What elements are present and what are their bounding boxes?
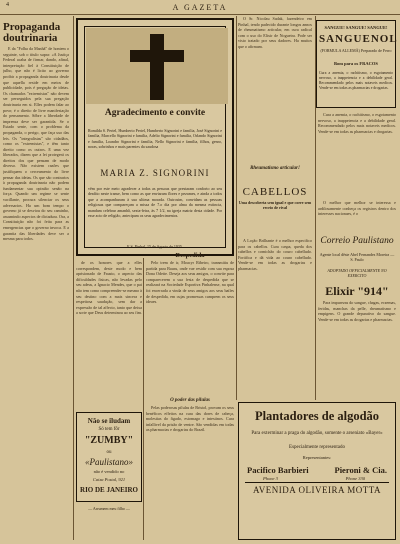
propaganda-article bbox=[3, 46, 69, 536]
zumby-caixa: Caixa Postal, 921 bbox=[92, 477, 126, 482]
column-five-article bbox=[318, 112, 396, 202]
zumby-footer: — Arrumem meu filho — bbox=[88, 506, 130, 511]
obituary-box bbox=[76, 18, 234, 256]
despedida-article bbox=[146, 260, 234, 395]
column-rule bbox=[236, 16, 237, 400]
column-four-article bbox=[238, 16, 312, 166]
obituary-closing: Por esse acto de religião, antecipam os seus agradecimentos. bbox=[88, 207, 222, 219]
plantadores-address: AVENIDA OLIVEIRA MOTTA bbox=[252, 485, 382, 495]
cross-icon bbox=[86, 28, 228, 104]
obituary-signature: E.S. Pinhal, 15 de Agosto de 1935. bbox=[127, 244, 183, 249]
obituary-title: Agradecimento e convite bbox=[104, 108, 206, 118]
plantadores-left-firm: Pacifico Barbieri bbox=[247, 465, 309, 475]
obituary-body-text: vêm por este meio agradecer a todas as pessoas que prestaram conforto ao seu desdito neste transe, bem como as que enviaram flores e pezames, e ainda a todos que a acompanharam à sua ultima morada. Outrosim, convidam as pessoas religiosas que compareçam a missa de 7.o dia por alma da mesma extincta, mandam celebrar amanhã, sexta-feira, às 7 1/2, na igreja matriz desta cidade. bbox=[88, 186, 222, 213]
rheumatism-headline: Rheumatismo articular! bbox=[250, 166, 300, 171]
zumby-advertisement bbox=[76, 412, 142, 502]
correio-lead-text: O melhor que melhor se interessa e ardilosamente conheça os registros dentro dos interesses nacionaes, é o bbox=[318, 200, 396, 217]
cross-decoration bbox=[86, 28, 224, 104]
plantadores-line3: Representantes: bbox=[302, 455, 332, 460]
cabellos-subheadline: Uma descoberta sem igual e que corre sem receio de rival bbox=[238, 200, 312, 210]
obituary-name: MARIA Z. SIGNORINI bbox=[100, 168, 210, 178]
plantadores-right-phone: Phone 330 bbox=[345, 476, 365, 481]
zumby-city: RIO DE JANEIRO bbox=[80, 486, 138, 494]
elixir-text: Para impurezas do sangue, chagas, eczemas, feridas, manchas da pelle, rheumatismo e empigens. O grande depurativo do sangue. Vende-se em todas as drogarias e pharmacias. bbox=[318, 300, 396, 322]
elixir-article bbox=[318, 300, 396, 398]
sanguenol-brand: SANGUENOL bbox=[319, 33, 398, 45]
propaganda-text: E da "Folha da Manhã" de hontem o seguinte, sob o titulo supra: «A Justiça Federal acaba de firmar, dando, afinal, interpretação fiel à Constituição de julho, que não é licito ao governo proibir a propaganda doutrinaria desde que aquella reside em meios de publicidade, pois é pregação de ideias. Os chamados "extremistas" não devem ser perseguidos pela sua pregação doutrinaria em si. Elles podem falar ao povo; é o direito de livre manifestação do pensamento. Sôbre a liberdade de imprensa deve ser garantida. Se o Estado sente, com o problema da propaganda, o perigo, que faça uso das leis. Os "integralistas" são cidadãos, como os "extremistas", e têm tanto direito como os outros. E uma vez liberados, dizem que a lei protegerá os direitos dos que pensam de modo diverso. Não existem razões que justifiquem o cerceamento do livre pensar das ideias. Os que são contrarios à propaganda doutrinaria não podem fundamentar sua opinião senão na força. Quando um regime se sente vacillante, procura silenciar os seus adversarios. Ha um bom tempo o governo já se desviou do seu caminho, assumindo aspectos de dictadura. Ora, a Constituição não foi feita para as emergencias que o governo invoca. E a garantia das liberdades deve ser a mesma para todos. bbox=[3, 46, 69, 242]
cabellos-headline: CABELLOS bbox=[242, 186, 308, 198]
zumby-line6: não é vendido no bbox=[93, 469, 125, 474]
plantadores-right-firm: Pieroni & Cia. bbox=[334, 465, 387, 475]
elixir-title: Elixir "914" bbox=[325, 284, 389, 298]
propaganda-headline: Propaganda doutrinaria bbox=[3, 21, 61, 44]
newspaper-title: A GAZETA bbox=[172, 3, 228, 12]
cabellos-article bbox=[238, 238, 312, 318]
column-two-text: de os honores que a elles correspondem, deste modo e bem aprisionado de Fausto, o aspecto das dificuldades fisicas, não levadas pelo seu adeus, a Ignacio Mendes, que o pai não tem como compreender-se mesmo à seu destino com a mais sincera e respeitosa saudação, sem dar a expressão de tal affecto, tanto que deixa a sorte que Deus determinou ao seu fim. bbox=[76, 260, 142, 316]
correio-lead bbox=[318, 200, 396, 238]
column-rule bbox=[143, 258, 144, 540]
sanguenol-text: Cura a anemia, o rachitismo, o esgotamento nervoso, a inappetencia e a debilidade geral. Recommendado pelos mais notaveis medicos. Vende-se em todas as pharmacias e drogarias. bbox=[319, 71, 393, 90]
cabellos-text: A Loção Brilhante é o melhor especifico para os cabellos. Cura caspa, queda dos cabellos e comichão do couro cabelludo. Fortifica e dá vida ao couro cabelludo. Vende-se em todas as drogarias e pharmacias. bbox=[238, 238, 312, 271]
column-rule bbox=[315, 16, 316, 400]
plantadores-title: Plantadores de algodão bbox=[254, 409, 380, 423]
pills-headline: O poder das pilulas bbox=[170, 398, 210, 403]
despedida-headline: Despedida bbox=[175, 252, 205, 259]
zumby-line2: Só tem fôr bbox=[98, 427, 120, 432]
column-four-text: O Sr. Nicolau Sadak, fazendeiro em Pinhal, tendo padecido durante longos annos de rheumatismo articular, em cura radical com o uso do Elixir de Nogueira. Pode ser visto tratado por seus dadores. Ha muitos que o afirmam. bbox=[238, 16, 312, 49]
sanguenol-claim: Bom para os FRACOS bbox=[334, 61, 378, 66]
column-rule bbox=[73, 16, 74, 540]
zumby-line1: Não se iludam bbox=[87, 417, 131, 425]
zumby-brand: "ZUMBY" bbox=[84, 435, 134, 446]
obituary-body bbox=[88, 186, 222, 218]
obituary-family: Romilda S. Periel, Humberto Periel, Humberto Signorini e familia, José Signorini e familia, Marcello Signorini e familia, Adelio Signorini e familia, Orlando Signorini e familia, Loandro Signorini e familia, Nello Signorini e familia, filhos, genro, noras, sobrinhos e mais parentes da saudosa bbox=[88, 128, 222, 150]
page-number: 4 bbox=[6, 2, 9, 8]
despedida-text: Pelo trem de ir, Moacyr Ribeiro, transmitiu de partida para Bauru, onde vae residir com sua esposa Dona Odette. Deseja aos seus amigos, o convite para comparecerem a sua festa de despedida que se realizará na Sociedade Esportiva Pinhalense, na qual foi encerrada a vinda de seus amigos aos seus bailes de despedida, em cujas promessas cumprem os seus ideaes. bbox=[146, 260, 234, 305]
plantadores-divider bbox=[245, 482, 389, 483]
correio-agent: Agente local dêste Abel Fernandes Moreira — S. Paulo bbox=[319, 252, 395, 263]
plantadores-line1: Para exterminar a praga do algodão, somente o arseniato «Bayer» bbox=[251, 431, 383, 436]
plantadores-advertisement bbox=[238, 402, 396, 540]
sanguenol-tagline: SANGUE! SANGUE! SANGUE! bbox=[324, 25, 388, 30]
column-five-text: Cura a anemia, o rachitismo, o esgotamento nervoso, a inappetencia e a debilidade geral. Recommendado pelos mais notaveis medicos. Vende-se em todas as pharmacias e drogarias. bbox=[318, 112, 396, 134]
pills-text: Pelas poderosas pilulas de Bristol, provam os seus benéficos effeitos na cura das dores de cabeça, molestias do figado, estomago e intestinos. Cura infallivel da prisão de ventre. São vendidas em todas as pharmacias e drogarias do Brazil. bbox=[146, 405, 234, 433]
zumby-paulistano: «Paulistano» bbox=[84, 457, 133, 467]
pills-article bbox=[146, 405, 234, 530]
elixir-adopted: ADOPTADO OFFICIALMENTE NO EXERCITO bbox=[327, 268, 387, 278]
plantadores-left-phone: Phone 3 bbox=[263, 476, 278, 481]
zumby-line4: ou bbox=[106, 450, 112, 455]
correio-paulistano-title: Correio Paulistano bbox=[320, 236, 394, 246]
sanguenol-advertisement bbox=[316, 20, 396, 108]
sanguenol-formula: (FORMULA ALLEMÃ) Preparado de Ferro bbox=[320, 48, 392, 53]
masthead bbox=[0, 0, 400, 15]
plantadores-line2: Especialmente representado bbox=[289, 445, 345, 450]
